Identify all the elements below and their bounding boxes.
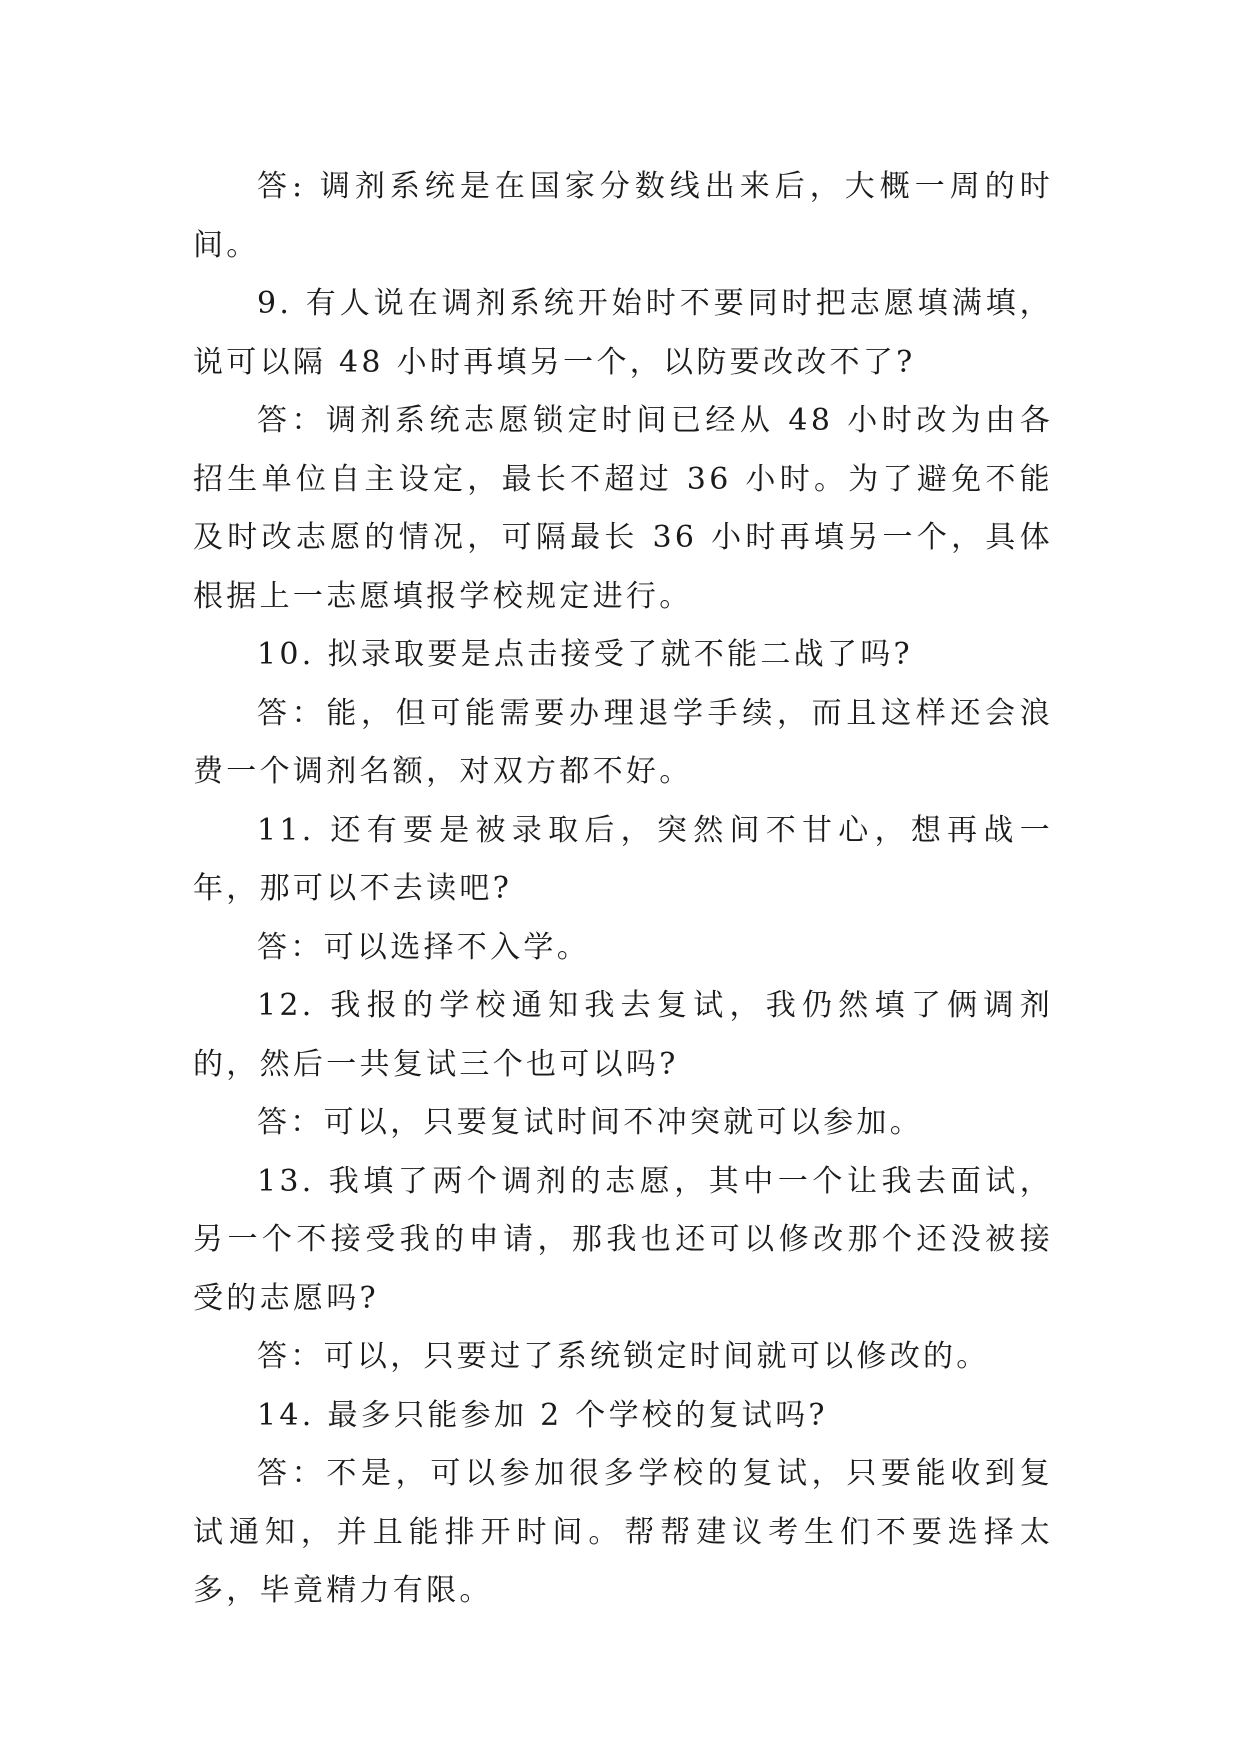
- answer-12-paragraph: 答：可以，只要复试时间不冲突就可以参加。: [257, 1105, 923, 1140]
- answer-11-paragraph: 答：可以选择不入学。: [257, 929, 590, 965]
- question-9-paragraph: 9. 有人说在调剂系统开始时不要同时把志愿填满填，说可以隔 48 小时再填另一个，以防要改改不了?: [193, 286, 1053, 380]
- answer-14-paragraph: 答：不是，可以参加很多学校的复试，只要能收到复试通知，并且能排开时间。帮帮建议考生们不要选择太多，毕竟精力有限。: [193, 1456, 1053, 1608]
- question-12-paragraph: 12. 我报的学校通知我去复试，我仍然填了俩调剂的，然后一共复试三个也可以吗?: [193, 988, 1053, 1082]
- question-14-paragraph: 14. 最多只能参加 2 个学校的复试吗?: [257, 1397, 828, 1433]
- question-10-paragraph: 10. 拟录取要是点击接受了就不能二战了吗?: [257, 637, 913, 672]
- answer-9-paragraph: 答：调剂系统志愿锁定时间已经从 48 小时改为由各招生单位自主设定，最长不超过 36 小时。为了避免不能及时改志愿的情况，可隔最长 36 小时再填另一个，具体根据上一志愿填报学校规定进行。: [193, 403, 1053, 614]
- question-13-paragraph: 13. 我填了两个调剂的志愿，其中一个让我去面试，另一个不接受我的申请，那我也还可以修改那个还没被接受的志愿吗?: [193, 1163, 1053, 1316]
- answer-13-paragraph: 答：可以，只要过了系统锁定时间就可以修改的。: [257, 1339, 990, 1374]
- document-body: [193, 158, 1053, 1621]
- question-11-paragraph: 11. 还有要是被录取后，突然间不甘心，想再战一年，那可以不去读吧?: [193, 812, 1053, 906]
- answer-10-paragraph: 答：能，但可能需要办理退学手续，而且这样还会浪费一个调剂名额，对双方都不好。: [193, 695, 1053, 789]
- answer-8-paragraph: 答: 调剂系统是在国家分数线出来后，大概一周的时间。: [193, 169, 1053, 263]
